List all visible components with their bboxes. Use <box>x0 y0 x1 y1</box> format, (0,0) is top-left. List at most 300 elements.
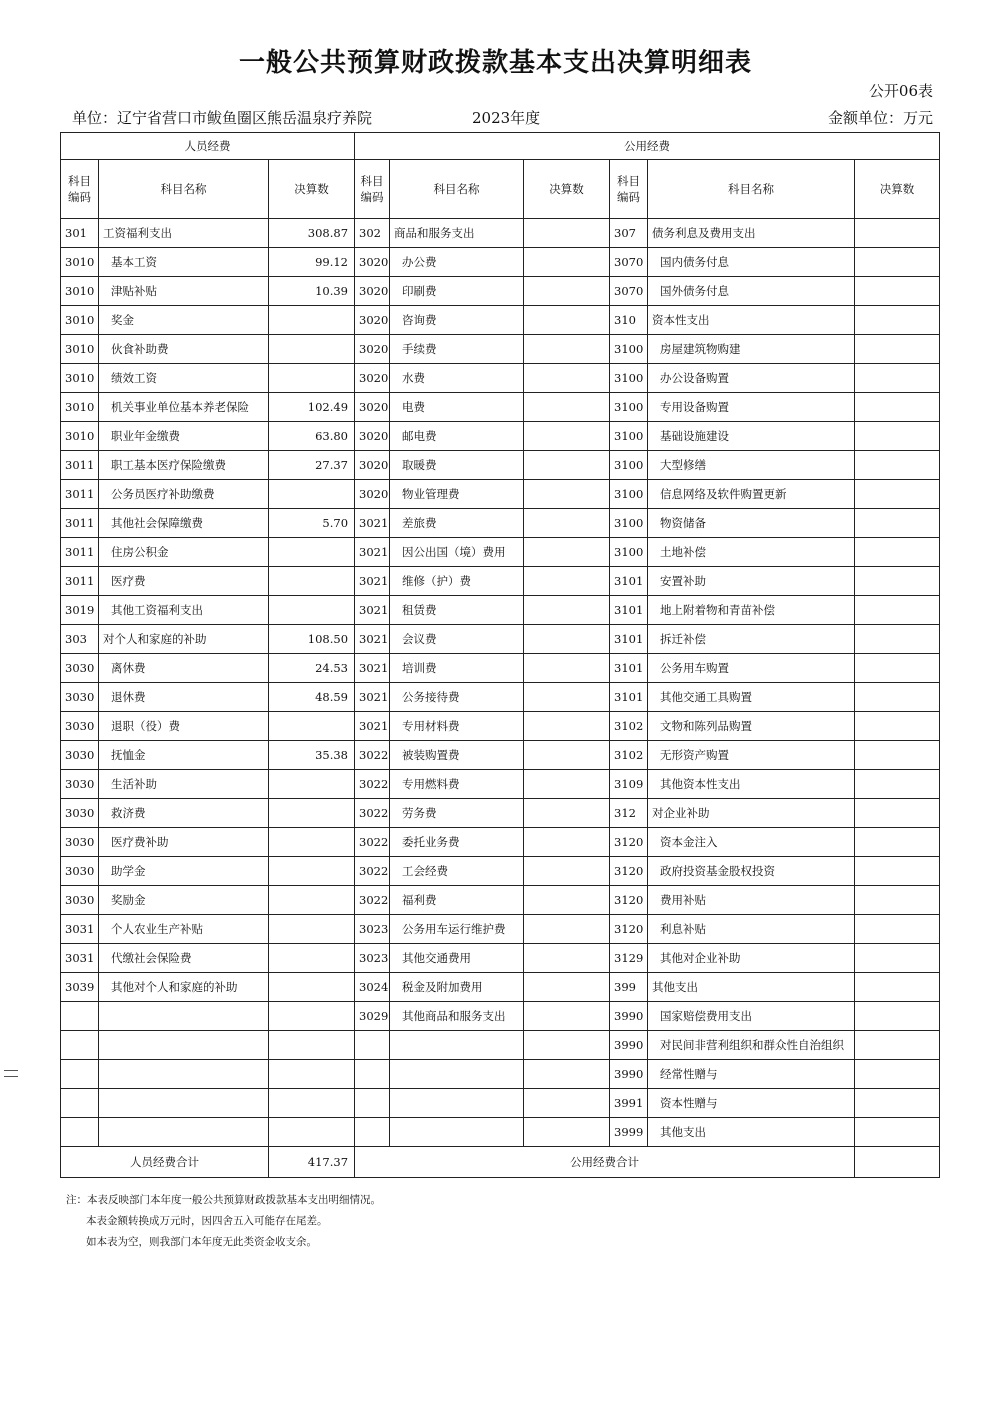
name-cell: 无形资产购置 <box>648 741 855 770</box>
amount-cell <box>855 451 940 480</box>
col-amount: 决算数 <box>855 160 940 219</box>
amount-cell <box>524 1002 610 1031</box>
code-cell: 3010 <box>61 364 99 393</box>
name-cell: 救济费 <box>99 799 269 828</box>
amount-cell: 35.38 <box>269 741 355 770</box>
name-cell: 债务利息及费用支出 <box>648 219 855 248</box>
code-cell: 3011 <box>61 567 99 596</box>
amount-cell <box>855 915 940 944</box>
notes <box>66 1190 381 1253</box>
table-row <box>61 306 940 335</box>
amount-cell <box>855 364 940 393</box>
code-cell: 3022 <box>355 828 390 857</box>
amount-cell <box>269 944 355 973</box>
amount-cell <box>524 277 610 306</box>
table-row <box>61 364 940 393</box>
name-cell: 土地补偿 <box>648 538 855 567</box>
name-cell: 利息补贴 <box>648 915 855 944</box>
col-name: 科目名称 <box>99 160 269 219</box>
name-cell: 住房公积金 <box>99 538 269 567</box>
name-cell: 维修（护）费 <box>390 567 524 596</box>
name-cell: 办公设备购置 <box>648 364 855 393</box>
code-cell: 3020 <box>355 393 390 422</box>
code-cell: 3021 <box>355 712 390 741</box>
code-cell: 3030 <box>61 770 99 799</box>
year-label: 2023年度 <box>472 109 541 127</box>
amount-cell <box>269 886 355 915</box>
code-cell: 3101 <box>610 654 648 683</box>
code-cell: 302 <box>355 219 390 248</box>
code-cell: 3019 <box>61 596 99 625</box>
code-cell: 312 <box>610 799 648 828</box>
code-cell: 3021 <box>355 625 390 654</box>
code-cell: 3010 <box>61 422 99 451</box>
amount-cell <box>524 538 610 567</box>
name-cell: 资本性赠与 <box>648 1089 855 1118</box>
name-cell: 费用补贴 <box>648 886 855 915</box>
page-title: 一般公共预算财政拨款基本支出决算明细表 <box>238 48 752 78</box>
amount-cell <box>855 306 940 335</box>
amount-cell <box>524 1089 610 1118</box>
table-row <box>61 219 940 248</box>
code-cell: 3030 <box>61 857 99 886</box>
margin-mark <box>4 1070 18 1071</box>
amount-cell <box>855 219 940 248</box>
col-name: 科目名称 <box>390 160 524 219</box>
amount-cell <box>855 857 940 886</box>
name-cell: 代缴社会保险费 <box>99 944 269 973</box>
amount-cell <box>524 1118 610 1147</box>
code-cell: 3100 <box>610 422 648 451</box>
margin-mark <box>4 1076 18 1077</box>
code-cell: 3022 <box>355 857 390 886</box>
table-row <box>61 277 940 306</box>
code-cell <box>61 1031 99 1060</box>
table-row <box>61 799 940 828</box>
amount-cell: 5.70 <box>269 509 355 538</box>
name-cell: 劳务费 <box>390 799 524 828</box>
name-cell: 其他商品和服务支出 <box>390 1002 524 1031</box>
amount-cell <box>269 567 355 596</box>
col-code: 科目编码 <box>61 160 99 219</box>
table-row <box>61 1089 940 1118</box>
name-cell: 工资福利支出 <box>99 219 269 248</box>
name-cell: 伙食补助费 <box>99 335 269 364</box>
name-cell: 个人农业生产补贴 <box>99 915 269 944</box>
name-cell: 会议费 <box>390 625 524 654</box>
name-cell: 经常性赠与 <box>648 1060 855 1089</box>
code-cell: 3011 <box>61 538 99 567</box>
name-cell <box>99 1060 269 1089</box>
amount-cell <box>269 1031 355 1060</box>
name-cell: 国内债务付息 <box>648 248 855 277</box>
amount-cell <box>269 306 355 335</box>
code-cell: 3022 <box>355 799 390 828</box>
name-cell <box>99 1118 269 1147</box>
table-row <box>61 422 940 451</box>
name-cell: 大型修缮 <box>648 451 855 480</box>
code-cell: 3101 <box>610 567 648 596</box>
amount-cell <box>524 741 610 770</box>
name-cell: 其他工资福利支出 <box>99 596 269 625</box>
code-cell <box>61 1060 99 1089</box>
code-cell: 3022 <box>355 770 390 799</box>
amount-unit: 金额单位：万元 <box>827 109 933 127</box>
amount-cell <box>524 770 610 799</box>
code-cell: 3031 <box>61 915 99 944</box>
name-cell: 因公出国（境）费用 <box>390 538 524 567</box>
code-cell: 3100 <box>610 335 648 364</box>
name-cell: 职工基本医疗保险缴费 <box>99 451 269 480</box>
code-cell: 3010 <box>61 393 99 422</box>
name-cell: 职业年金缴费 <box>99 422 269 451</box>
amount-cell <box>524 712 610 741</box>
code-cell: 3100 <box>610 509 648 538</box>
table-row <box>61 1031 940 1060</box>
amount-cell <box>855 828 940 857</box>
personnel-total-value: 417.37 <box>269 1147 355 1178</box>
table-row <box>61 538 940 567</box>
name-cell: 商品和服务支出 <box>390 219 524 248</box>
code-cell: 303 <box>61 625 99 654</box>
public-total-value <box>855 1147 940 1178</box>
code-cell: 3129 <box>610 944 648 973</box>
amount-cell: 63.80 <box>269 422 355 451</box>
name-cell: 其他资本性支出 <box>648 770 855 799</box>
amount-cell <box>269 973 355 1002</box>
name-cell: 咨询费 <box>390 306 524 335</box>
amount-cell <box>269 799 355 828</box>
code-cell: 3030 <box>61 683 99 712</box>
amount-cell <box>855 944 940 973</box>
code-cell: 3020 <box>355 364 390 393</box>
name-cell: 培训费 <box>390 654 524 683</box>
code-cell: 3020 <box>355 480 390 509</box>
table-row <box>61 1002 940 1031</box>
amount-cell <box>855 480 940 509</box>
amount-cell <box>269 915 355 944</box>
code-cell <box>61 1002 99 1031</box>
amount-cell: 48.59 <box>269 683 355 712</box>
name-cell: 房屋建筑物购建 <box>648 335 855 364</box>
col-code: 科目编码 <box>355 160 390 219</box>
code-cell: 399 <box>610 973 648 1002</box>
code-cell: 3100 <box>610 538 648 567</box>
amount-cell <box>855 654 940 683</box>
code-cell: 3021 <box>355 538 390 567</box>
amount-cell <box>855 741 940 770</box>
name-cell: 退休费 <box>99 683 269 712</box>
name-cell: 差旅费 <box>390 509 524 538</box>
amount-cell <box>855 973 940 1002</box>
name-cell <box>390 1031 524 1060</box>
code-cell: 3020 <box>355 277 390 306</box>
name-cell: 文物和陈列品购置 <box>648 712 855 741</box>
name-cell: 安置补助 <box>648 567 855 596</box>
name-cell: 公务接待费 <box>390 683 524 712</box>
code-cell: 3011 <box>61 509 99 538</box>
name-cell: 政府投资基金股权投资 <box>648 857 855 886</box>
name-cell: 其他社会保障缴费 <box>99 509 269 538</box>
name-cell: 印刷费 <box>390 277 524 306</box>
table-row <box>61 248 940 277</box>
table-row <box>61 335 940 364</box>
amount-cell <box>524 1060 610 1089</box>
col-name: 科目名称 <box>648 160 855 219</box>
name-cell <box>390 1060 524 1089</box>
code-cell: 310 <box>610 306 648 335</box>
table-row <box>61 393 940 422</box>
code-cell: 3030 <box>61 712 99 741</box>
group-header-row <box>61 133 940 160</box>
table-row <box>61 654 940 683</box>
name-cell: 电费 <box>390 393 524 422</box>
table-row <box>61 625 940 654</box>
table-row <box>61 828 940 857</box>
amount-cell <box>524 799 610 828</box>
amount-cell <box>269 1118 355 1147</box>
column-header-row <box>61 160 940 219</box>
code-cell: 3101 <box>610 625 648 654</box>
amount-cell <box>855 1060 940 1089</box>
name-cell: 专用燃料费 <box>390 770 524 799</box>
code-cell: 3021 <box>355 596 390 625</box>
code-cell: 3101 <box>610 683 648 712</box>
code-cell: 3022 <box>355 886 390 915</box>
code-cell: 3039 <box>61 973 99 1002</box>
name-cell: 其他支出 <box>648 1118 855 1147</box>
name-cell <box>390 1089 524 1118</box>
name-cell: 拆迁补偿 <box>648 625 855 654</box>
col-code: 科目编码 <box>610 160 648 219</box>
amount-cell <box>524 364 610 393</box>
code-cell <box>355 1031 390 1060</box>
amount-cell <box>524 596 610 625</box>
amount-cell <box>524 567 610 596</box>
amount-cell <box>855 625 940 654</box>
amount-cell <box>855 712 940 741</box>
table-row <box>61 886 940 915</box>
name-cell: 基础设施建设 <box>648 422 855 451</box>
code-cell: 3020 <box>355 335 390 364</box>
amount-cell <box>269 596 355 625</box>
code-cell: 3990 <box>610 1031 648 1060</box>
name-cell: 奖励金 <box>99 886 269 915</box>
public-total-label: 公用经费合计 <box>355 1147 855 1178</box>
amount-cell <box>524 915 610 944</box>
group-personnel: 人员经费 <box>61 133 355 160</box>
name-cell: 取暖费 <box>390 451 524 480</box>
name-cell: 其他对个人和家庭的补助 <box>99 973 269 1002</box>
name-cell: 医疗费 <box>99 567 269 596</box>
name-cell: 资本性支出 <box>648 306 855 335</box>
table-row <box>61 683 940 712</box>
table-row <box>61 451 940 480</box>
code-cell: 3021 <box>355 567 390 596</box>
name-cell: 对个人和家庭的补助 <box>99 625 269 654</box>
amount-cell <box>269 1002 355 1031</box>
table-row <box>61 480 940 509</box>
expenditure-table <box>60 132 940 1178</box>
code-cell: 3999 <box>610 1118 648 1147</box>
name-cell: 水费 <box>390 364 524 393</box>
amount-cell <box>855 596 940 625</box>
name-cell: 对民间非营利组织和群众性自治组织 <box>648 1031 855 1060</box>
amount-cell <box>269 857 355 886</box>
name-cell: 奖金 <box>99 306 269 335</box>
col-amount: 决算数 <box>524 160 610 219</box>
name-cell: 国外债务付息 <box>648 277 855 306</box>
amount-cell <box>524 393 610 422</box>
name-cell: 手续费 <box>390 335 524 364</box>
personnel-total-label: 人员经费合计 <box>61 1147 269 1178</box>
amount-cell <box>269 1060 355 1089</box>
amount-cell <box>855 509 940 538</box>
amount-cell <box>855 277 940 306</box>
amount-cell <box>524 973 610 1002</box>
code-cell: 3120 <box>610 915 648 944</box>
code-cell: 3010 <box>61 248 99 277</box>
name-cell: 税金及附加费用 <box>390 973 524 1002</box>
name-cell: 国家赔偿费用支出 <box>648 1002 855 1031</box>
amount-cell <box>524 480 610 509</box>
name-cell: 抚恤金 <box>99 741 269 770</box>
name-cell: 地上附着物和青苗补偿 <box>648 596 855 625</box>
amount-cell <box>855 335 940 364</box>
note-2: 本表金额转换成万元时，因四舍五入可能存在尾差。 <box>86 1215 328 1227</box>
amount-cell <box>524 306 610 335</box>
code-cell: 3030 <box>61 654 99 683</box>
table-row <box>61 1060 940 1089</box>
amount-cell <box>524 857 610 886</box>
name-cell: 离休费 <box>99 654 269 683</box>
name-cell <box>390 1118 524 1147</box>
name-cell: 生活补助 <box>99 770 269 799</box>
code-cell: 3101 <box>610 596 648 625</box>
code-cell: 3102 <box>610 741 648 770</box>
amount-cell <box>524 654 610 683</box>
amount-cell <box>524 219 610 248</box>
amount-cell: 27.37 <box>269 451 355 480</box>
amount-cell <box>269 712 355 741</box>
code-cell: 3020 <box>355 422 390 451</box>
group-public: 公用经费 <box>355 133 940 160</box>
name-cell: 信息网络及软件购置更新 <box>648 480 855 509</box>
name-cell: 津贴补贴 <box>99 277 269 306</box>
amount-cell <box>855 1118 940 1147</box>
name-cell: 公务用车运行维护费 <box>390 915 524 944</box>
name-cell: 退职（役）费 <box>99 712 269 741</box>
amount-cell <box>855 799 940 828</box>
name-cell: 其他交通费用 <box>390 944 524 973</box>
code-cell <box>355 1089 390 1118</box>
amount-cell <box>269 480 355 509</box>
code-cell <box>355 1118 390 1147</box>
amount-cell <box>855 1002 940 1031</box>
amount-cell <box>855 248 940 277</box>
code-cell: 3120 <box>610 857 648 886</box>
table-row <box>61 770 940 799</box>
table-row <box>61 596 940 625</box>
amount-cell <box>855 886 940 915</box>
totals-row <box>61 1147 940 1178</box>
name-cell: 专用设备购置 <box>648 393 855 422</box>
name-cell: 委托业务费 <box>390 828 524 857</box>
col-amount: 决算数 <box>269 160 355 219</box>
name-cell: 租赁费 <box>390 596 524 625</box>
amount-cell <box>524 335 610 364</box>
amount-cell: 10.39 <box>269 277 355 306</box>
code-cell: 3023 <box>355 915 390 944</box>
code-cell: 3070 <box>610 248 648 277</box>
amount-cell: 99.12 <box>269 248 355 277</box>
amount-cell <box>524 828 610 857</box>
name-cell <box>99 1002 269 1031</box>
amount-cell <box>855 422 940 451</box>
code-cell: 301 <box>61 219 99 248</box>
amount-cell: 24.53 <box>269 654 355 683</box>
name-cell: 公务员医疗补助缴费 <box>99 480 269 509</box>
amount-cell <box>524 422 610 451</box>
name-cell: 被装购置费 <box>390 741 524 770</box>
code-cell: 3100 <box>610 451 648 480</box>
amount-cell <box>855 683 940 712</box>
amount-cell <box>855 538 940 567</box>
code-cell: 3030 <box>61 799 99 828</box>
amount-cell <box>524 451 610 480</box>
amount-cell <box>855 567 940 596</box>
code-cell: 3021 <box>355 509 390 538</box>
name-cell: 物业管理费 <box>390 480 524 509</box>
name-cell <box>99 1031 269 1060</box>
amount-cell <box>855 393 940 422</box>
code-cell: 3020 <box>355 248 390 277</box>
code-cell: 3010 <box>61 277 99 306</box>
code-cell: 3029 <box>355 1002 390 1031</box>
amount-cell <box>855 770 940 799</box>
code-cell: 3011 <box>61 451 99 480</box>
name-cell: 对企业补助 <box>648 799 855 828</box>
amount-cell: 308.87 <box>269 219 355 248</box>
code-cell <box>61 1118 99 1147</box>
amount-cell <box>269 335 355 364</box>
name-cell: 基本工资 <box>99 248 269 277</box>
code-cell: 3102 <box>610 712 648 741</box>
amount-cell <box>524 625 610 654</box>
amount-cell <box>524 248 610 277</box>
code-cell <box>61 1089 99 1118</box>
table-code: 公开06表 <box>868 82 933 100</box>
amount-cell <box>524 1031 610 1060</box>
code-cell: 3990 <box>610 1002 648 1031</box>
code-cell: 3120 <box>610 828 648 857</box>
code-cell: 3023 <box>355 944 390 973</box>
amount-cell <box>524 509 610 538</box>
name-cell: 其他交通工具购置 <box>648 683 855 712</box>
name-cell: 其他对企业补助 <box>648 944 855 973</box>
name-cell: 医疗费补助 <box>99 828 269 857</box>
code-cell: 307 <box>610 219 648 248</box>
amount-cell: 102.49 <box>269 393 355 422</box>
code-cell: 3030 <box>61 741 99 770</box>
amount-cell <box>269 828 355 857</box>
amount-cell: 108.50 <box>269 625 355 654</box>
name-cell <box>99 1089 269 1118</box>
table-row <box>61 915 940 944</box>
code-cell: 3100 <box>610 364 648 393</box>
note-1: 注：本表反映部门本年度一般公共预算财政拨款基本支出明细情况。 <box>66 1194 381 1206</box>
name-cell: 其他支出 <box>648 973 855 1002</box>
